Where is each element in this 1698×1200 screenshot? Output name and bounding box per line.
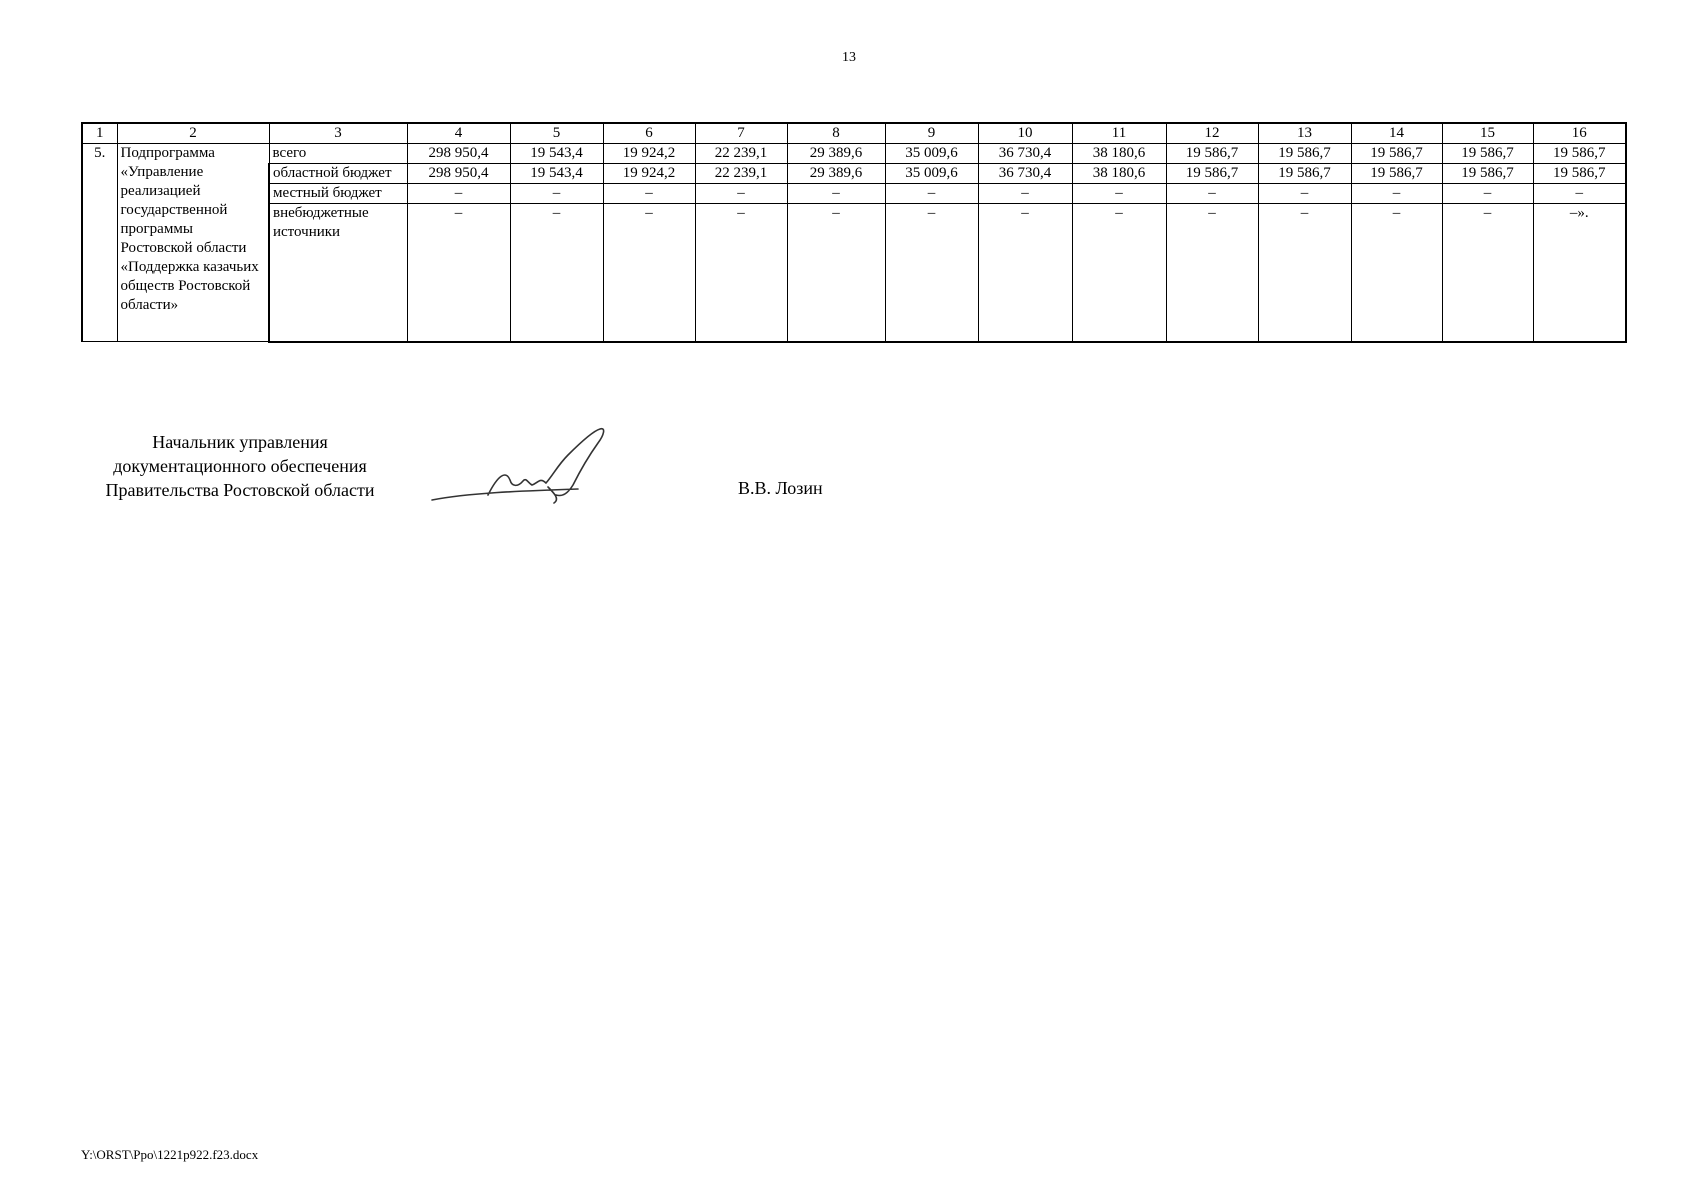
value-cell: – [407,204,510,342]
header-cell: 9 [885,123,978,144]
value-cell: 19 586,7 [1166,164,1258,184]
value-cell: 19 543,4 [510,164,603,184]
value-cell: 298 950,4 [407,164,510,184]
table-row [82,164,1626,184]
value-cell: 19 586,7 [1166,144,1258,164]
page-number: 13 [842,50,856,65]
value-cell: – [787,204,885,342]
value-cell: 19 924,2 [603,164,695,184]
value-cell: – [1258,184,1351,204]
position-line: документационного обеспечения [113,456,367,476]
header-cell: 6 [603,123,695,144]
value-cell: – [510,184,603,204]
value-cell: – [510,204,603,342]
value-cell: 19 586,7 [1351,144,1442,164]
header-cell: 14 [1351,123,1442,144]
header-cell: 16 [1533,123,1626,144]
header-cell: 4 [407,123,510,144]
value-cell: – [1351,204,1442,342]
header-cell: 1 [82,123,117,144]
value-cell: – [407,184,510,204]
funding-source: местный бюджет [269,184,407,204]
header-cell: 12 [1166,123,1258,144]
value-cell: – [1533,184,1626,204]
header-cell: 13 [1258,123,1351,144]
value-cell: 36 730,4 [978,164,1072,184]
file-path: Y:\ORST\Ppo\1221p922.f23.docx [81,1147,259,1162]
value-cell: 19 924,2 [603,144,695,164]
value-cell: – [1442,184,1533,204]
value-cell: 38 180,6 [1072,164,1166,184]
funding-source: областной бюджет [269,164,407,184]
signatory-position [80,430,400,502]
value-cell: – [603,204,695,342]
funding-source: внебюджетные источники [269,204,407,342]
header-cell: 10 [978,123,1072,144]
header-cell: 5 [510,123,603,144]
signer-name: В.В. Лозин [738,478,823,498]
table-row [82,204,1626,342]
value-cell: 35 009,6 [885,164,978,184]
handwritten-signature [428,425,638,515]
value-cell: 22 239,1 [695,164,787,184]
value-cell: –». [1533,204,1626,342]
value-cell: – [1072,184,1166,204]
value-cell: 38 180,6 [1072,144,1166,164]
value-cell: – [885,204,978,342]
header-cell: 8 [787,123,885,144]
header-cell: 11 [1072,123,1166,144]
value-cell: – [1072,204,1166,342]
header-cell: 15 [1442,123,1533,144]
value-cell: – [695,204,787,342]
table-header-row [82,123,1626,144]
funding-source: всего [269,144,407,164]
value-cell: 36 730,4 [978,144,1072,164]
value-cell: – [1442,204,1533,342]
value-cell: – [978,204,1072,342]
program-name: Подпрограмма «Управление реализацией государственной программы Ростовской области «Поддержка казачьих обществ Ростовской области» [117,144,269,342]
value-cell: 19 586,7 [1533,144,1626,164]
value-cell: 298 950,4 [407,144,510,164]
value-cell: – [1166,184,1258,204]
value-cell: 19 586,7 [1442,164,1533,184]
value-cell: 19 586,7 [1533,164,1626,184]
table-row [82,184,1626,204]
value-cell: 19 586,7 [1442,144,1533,164]
position-line: Правительства Ростовской области [105,480,375,500]
header-cell: 2 [117,123,269,144]
value-cell: – [978,184,1072,204]
value-cell: – [1166,204,1258,342]
value-cell: 35 009,6 [885,144,978,164]
value-cell: 19 586,7 [1351,164,1442,184]
value-cell: – [1258,204,1351,342]
table-row [82,144,1626,164]
value-cell: 19 586,7 [1258,164,1351,184]
value-cell: 29 389,6 [787,144,885,164]
value-cell: – [787,184,885,204]
value-cell: – [885,184,978,204]
header-cell: 7 [695,123,787,144]
header-cell: 3 [269,123,407,144]
value-cell: – [603,184,695,204]
value-cell: – [695,184,787,204]
value-cell: 29 389,6 [787,164,885,184]
value-cell: – [1351,184,1442,204]
position-line: Начальник управления [152,432,328,452]
row-number: 5. [82,144,117,342]
budget-table [81,122,1627,343]
value-cell: 19 586,7 [1258,144,1351,164]
value-cell: 22 239,1 [695,144,787,164]
value-cell: 19 543,4 [510,144,603,164]
